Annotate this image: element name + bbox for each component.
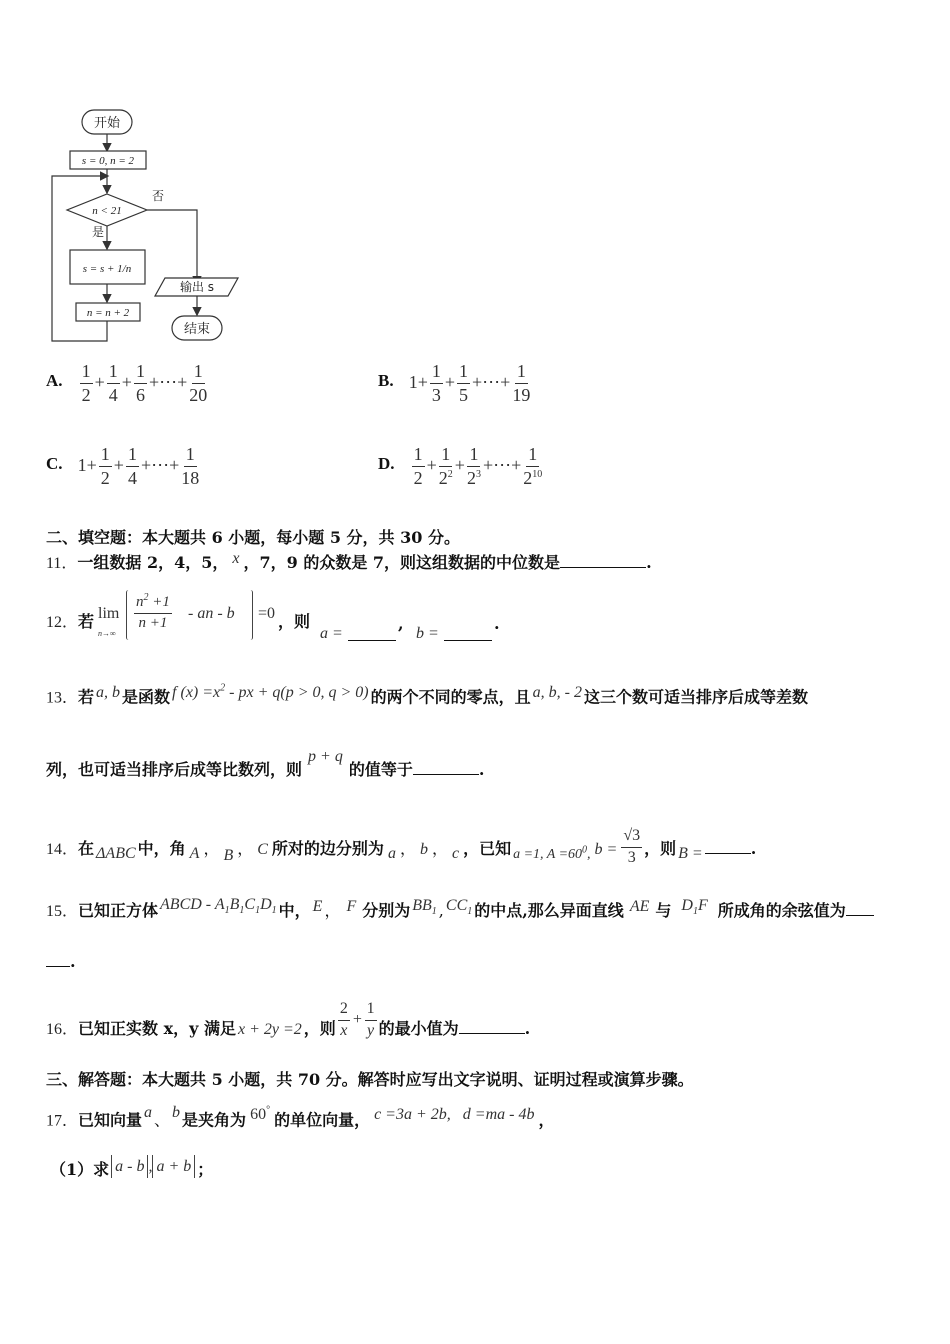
option-c-label: C.: [46, 453, 63, 473]
flow-end-label: 结束: [183, 322, 211, 337]
q13-answer-blank[interactable]: [413, 760, 479, 775]
option-d-label: D.: [378, 453, 395, 473]
flow-update-s-label: s = s + 1/n: [82, 263, 132, 275]
section-fill-title: 二、填空题：本大题共 6 小题，每小题 5 分，共 30 分。: [46, 528, 460, 547]
option-d-formula: $\frac{1}{2}$ + $\frac{1}{2^2}$ + $\frac{1}{2^3}$ +⋯+ $\frac{1}{2^{10}}$: [413, 444, 543, 488]
q15-answer-blank-2[interactable]: [46, 952, 70, 967]
option-a-label: A.: [46, 370, 63, 390]
q17-vectors: c =3a + 2b, d =ma - 4b: [374, 1106, 535, 1124]
question-13-line2: 列，也可适当排序后成等比数列，则p + q的值等于 .: [46, 748, 485, 779]
q17-part1-expression: a - b , a + b: [111, 1158, 195, 1175]
flow-output-label: 输出 s: [179, 280, 215, 294]
q14-answer-blank[interactable]: [705, 839, 751, 854]
option-b-label: B.: [378, 370, 394, 390]
flowchart: [40, 100, 260, 350]
flow-no-label: 否: [152, 189, 165, 203]
q13-function: f $(x) =x^2$ - px + q(p > 0, q > 0): [172, 683, 369, 702]
option-c[interactable]: [46, 445, 201, 488]
flow-init-label: s = 0, n = 2: [81, 155, 135, 167]
q15-answer-blank-1[interactable]: [846, 901, 874, 916]
q12-blank-a[interactable]: [348, 626, 396, 641]
q16-expression: $\frac{2}{x}$ + $\frac{1}{y}$: [339, 1000, 375, 1039]
option-c-formula: 1+ $\frac{1}{2}$ + $\frac{1}{4}$ +⋯+ $\frac{1}{18}$: [77, 444, 200, 488]
section-solve-title: 三、解答题：本大题共 5 小题，共 70 分。解答时应写出文字说明、证明过程或演算步骤。: [46, 1070, 694, 1089]
q12-number: 12．: [46, 614, 79, 631]
option-d[interactable]: [378, 445, 544, 488]
q15-number: 15．: [46, 903, 79, 920]
q16-number: 16．: [46, 1020, 79, 1038]
question-11: 11．一组数据 2，4，5， x ，7，9 的众数是 7，则这组数据的中位数是 .: [46, 550, 652, 572]
flow-start-label: 开始: [93, 116, 121, 131]
option-b-formula: 1+ $\frac{1}{3}$ + $\frac{1}{5}$ +⋯+ $\frac{1}{19}$: [408, 361, 531, 405]
q15-cube: ABCD - $A_1B_1C_1D_1$: [160, 896, 277, 917]
question-17-part1: （1）求 a - b , a + b ；: [50, 1160, 213, 1181]
q16-answer-blank[interactable]: [459, 1019, 525, 1034]
option-a-formula: $\frac{1}{2}$ + $\frac{1}{4}$ + $\frac{1}{6}$ +⋯+ $\frac{1}{20}$: [81, 361, 208, 405]
question-16: 16．已知正实数 x，y 满足 x + 2y =2 ，则 $\frac{2}{x}$ + $\frac{1}{y}$ 的最小值为 .: [46, 1000, 531, 1039]
flow-update-n-label: n = n + 2: [86, 307, 130, 319]
flow-yes-label: 是: [92, 225, 105, 239]
q14-condition: a =1, $A =60^0$,: [513, 844, 591, 862]
q13-number: 13．: [46, 689, 79, 707]
flow-cond-label: n < 21: [92, 205, 122, 217]
question-15-line1: 15．已知正方体 ABCD - $A_1B_1C_1D_1$ 中， E ， F 分别为 $BB_1$ , $CC_1$ 的中点,那么异面直线 AE 与 $D_1F$ 所成角的余弦值为: [46, 901, 874, 928]
q17-number: 17．: [46, 1112, 79, 1130]
q12-formula: lim n→∞ $\frac{n^2 +1}{n +1}$ - an - b =0: [98, 592, 276, 638]
q11-number: 11．: [46, 555, 78, 572]
option-b[interactable]: [378, 362, 532, 405]
q12-blank-b[interactable]: [444, 626, 492, 641]
question-17: 17．已知向量 a 、 b 是夹角为 60° 的单位向量， c =3a + 2b, d =ma - 4b ，: [46, 1104, 555, 1130]
question-13-line1: 13．若 a, b 是函数 f $(x) =x^2$ - px + q(p > 0, q > 0) 的两个不同的零点，且 a, b, - 2 这三个数可适当排序后成等差数: [46, 683, 808, 707]
question-12: 12．若 lim n→∞ $\frac{n^2 +1}{n +1}$ - an - b =0 ，则 a = , b = .: [46, 592, 500, 642]
option-a[interactable]: [46, 362, 209, 405]
question-14: 14．在 ΔABC 中，角 A ， B ， C 所对的边分别为 a ， b ， c ，已知 a =1, $A =60^0$, b = $\frac{√3}{3}$ ，则 B = .: [46, 827, 757, 866]
q11-answer-blank[interactable]: [560, 553, 646, 568]
q14-number: 14．: [46, 840, 79, 858]
question-15-line2: .: [46, 952, 76, 972]
